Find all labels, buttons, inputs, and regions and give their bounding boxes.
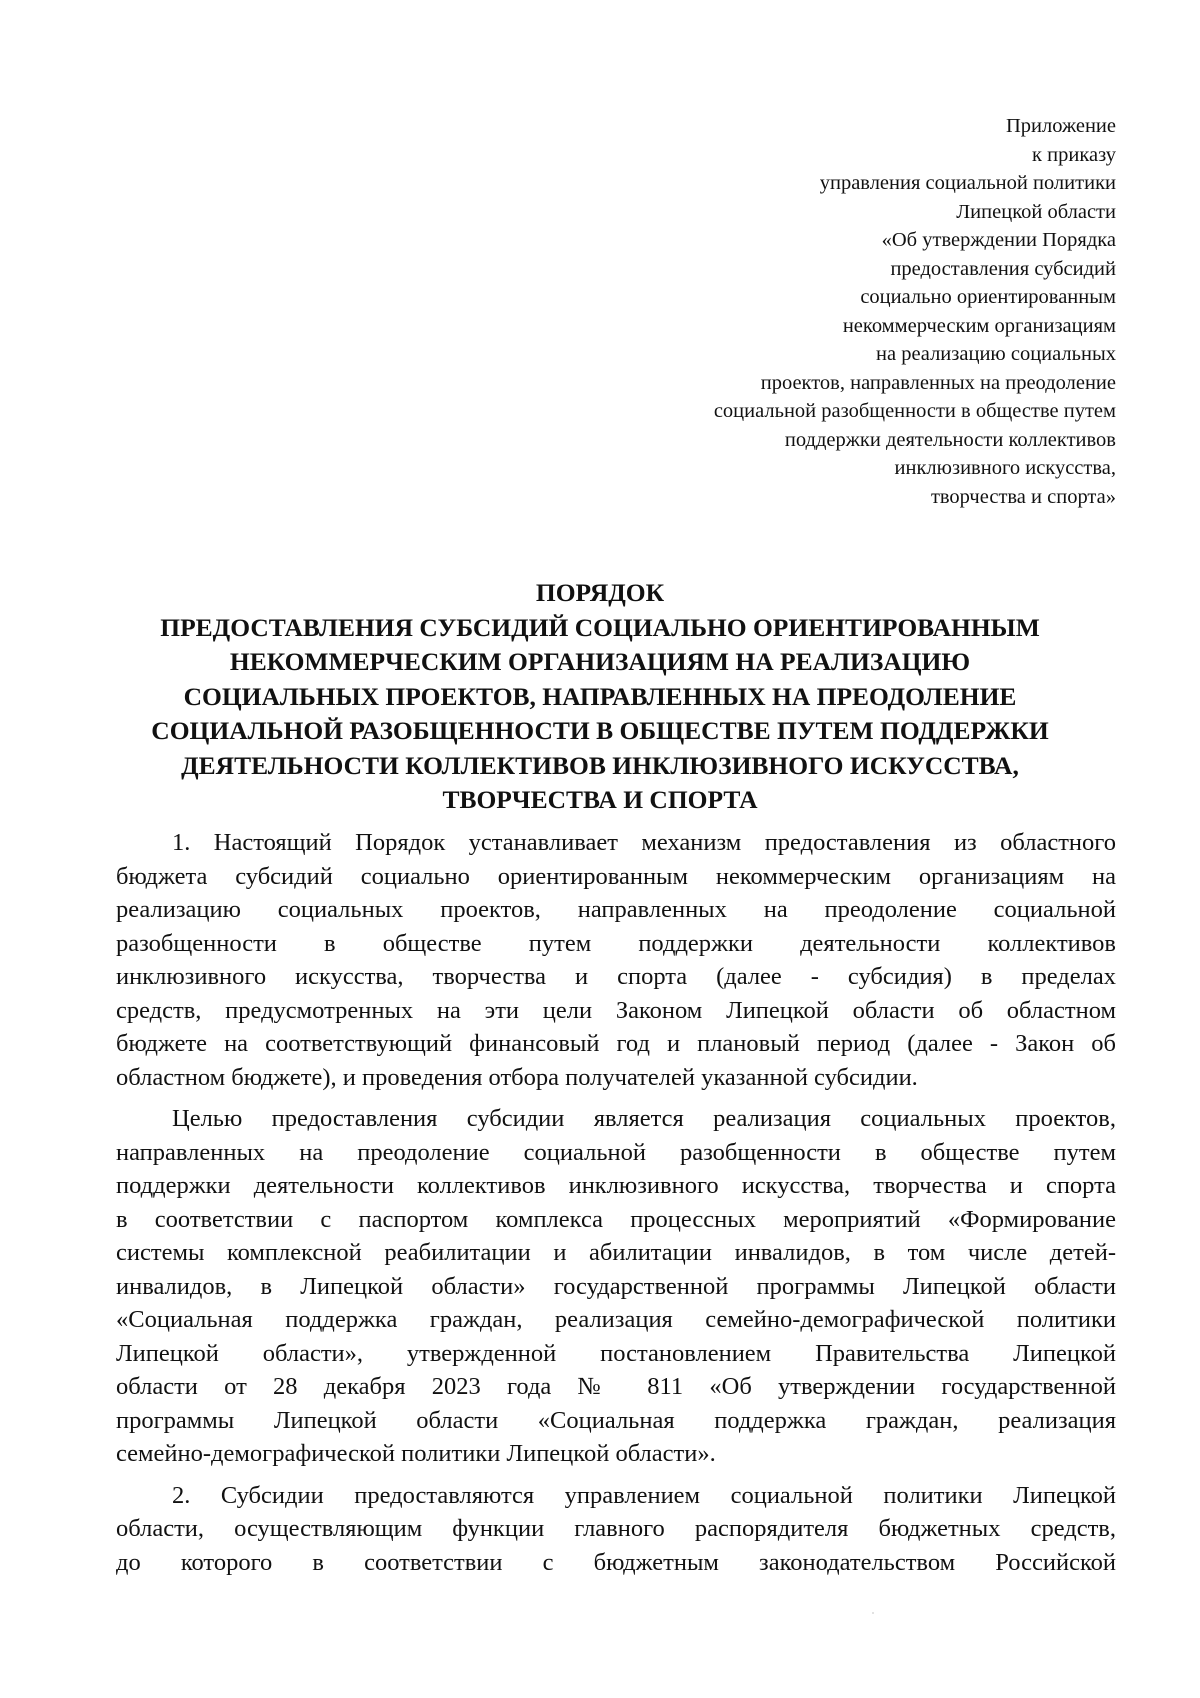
paragraph-line: 2. Субсидии предоставляются управлением социальной политики Липецкой [172, 1481, 1116, 1509]
scan-speck [872, 1612, 874, 1614]
title-line: ТВОРЧЕСТВА И СПОРТА [442, 785, 758, 814]
title-line: НЕКОММЕРЧЕСКИМ ОРГАНИЗАЦИЯМ НА РЕАЛИЗАЦИЮ [229, 647, 971, 676]
paragraph-2 [116, 1102, 1116, 1471]
paragraph-line: до которого в соответствии с бюджетным законодательством Российской [116, 1548, 1116, 1576]
appendix-line: проектов, направленных на преодоление [760, 371, 1116, 394]
appendix-line: Липецкой области [956, 200, 1116, 223]
appendix-line: творчества и спорта» [930, 485, 1116, 508]
appendix-line: «Об утверждении Порядка [881, 229, 1116, 251]
appendix-header [596, 112, 1116, 511]
paragraph-line: программы Липецкой области «Социальная поддержка граждан, реализация [116, 1406, 1116, 1434]
paragraph-line: бюджета субсидий социально ориентированным некоммерческим организациям на [116, 862, 1116, 890]
paragraph-line: области, осуществляющим функции главного распорядителя бюджетных средств, [116, 1515, 1116, 1542]
paragraph-line: Липецкой области», утвержденной постановлением Правительства Липецкой [116, 1339, 1116, 1367]
paragraph-line: средств, предусмотренных на эти цели Законом Липецкой области об областном [116, 996, 1116, 1024]
paragraph-line: 1. Настоящий Порядок устанавливает механизм предоставления из областного [172, 829, 1116, 856]
paragraph-line: области от 28 декабря 2023 года № 811 «Об утверждении государственной [116, 1373, 1116, 1400]
paragraph-line: поддержки деятельности коллективов инклюзивного искусства, творчества и спорта [116, 1172, 1116, 1199]
paragraph-line: направленных на преодоление социальной разобщенности в обществе путем [116, 1138, 1116, 1166]
paragraph-line: инклюзивного искусства, творчества и спорта (далее - субсидия) в пределах [116, 963, 1116, 990]
title-line: ПОРЯДОК [535, 578, 665, 607]
paragraph-line: бюджете на соответствующий финансовый год и плановый период (далее - Закон об [116, 1030, 1116, 1057]
title-line: СОЦИАЛЬНЫХ ПРОЕКТОВ, НАПРАВЛЕННЫХ НА ПРЕОДОЛЕНИЕ [183, 681, 1017, 711]
document-body [116, 826, 1116, 1579]
paragraph-line: разобщенности в обществе путем поддержки деятельности коллективов [116, 929, 1116, 957]
paragraph-line: системы комплексной реабилитации и абилитации инвалидов, в том числе детей- [116, 1239, 1116, 1266]
appendix-line: поддержки деятельности коллективов [784, 428, 1116, 451]
paragraph-3 [116, 1479, 1116, 1580]
appendix-line: к приказу [1032, 143, 1116, 166]
appendix-line: предоставления субсидий [890, 257, 1116, 280]
appendix-line: социально ориентированным [860, 286, 1116, 308]
paragraph-line: инвалидов, в Липецкой области» государственной программы Липецкой области [116, 1272, 1116, 1300]
paragraph-line: областном бюджете), и проведения отбора получателей указанной субсидии. [116, 1063, 918, 1091]
appendix-line: инклюзивного искусства, [894, 457, 1116, 479]
appendix-line: некоммерческим организациям [842, 314, 1116, 337]
paragraph-1 [116, 826, 1116, 1094]
appendix-line: управления социальной политики [819, 172, 1116, 194]
appendix-line: социальной разобщенности в обществе путем [713, 400, 1116, 422]
title-line: ПРЕДОСТАВЛЕНИЯ СУБСИДИЙ СОЦИАЛЬНО ОРИЕНТИРОВАННЫМ [160, 612, 1040, 642]
appendix-line: Приложение [1005, 115, 1116, 137]
title-line: ДЕЯТЕЛЬНОСТИ КОЛЛЕКТИВОВ ИНКЛЮЗИВНОГО ИСКУССТВА, [181, 750, 1019, 780]
paragraph-line: «Социальная поддержка граждан, реализация семейно-демографической политики [116, 1306, 1116, 1333]
appendix-line: на реализацию социальных [876, 343, 1116, 365]
document-title [100, 576, 1100, 818]
paragraph-line: реализацию социальных проектов, направленных на преодоление социальной [116, 896, 1116, 923]
paragraph-line: Целью предоставления субсидии является реализация социальных проектов, [172, 1105, 1116, 1132]
title-line: СОЦИАЛЬНОЙ РАЗОБЩЕННОСТИ В ОБЩЕСТВЕ ПУТЕМ ПОДДЕРЖКИ [151, 716, 1049, 745]
paragraph-line: семейно-демографической политики Липецкой области». [116, 1440, 716, 1467]
paragraph-line: в соответствии с паспортом комплекса процессных мероприятий «Формирование [116, 1205, 1116, 1233]
